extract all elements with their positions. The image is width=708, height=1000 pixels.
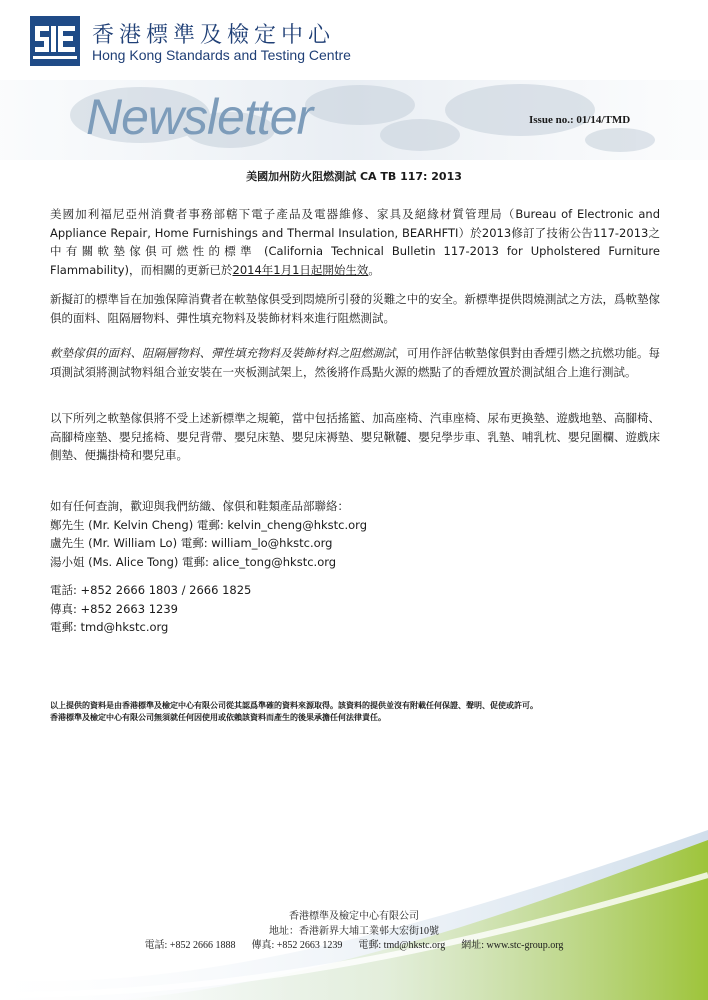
paragraph-1 [50, 205, 660, 279]
footer-address: 地址：香港新界大埔工業邨大宏街10號 [269, 925, 439, 937]
fax-line: 傳真: +852 2663 1239 [50, 601, 178, 616]
disclaimer-line: 以上提供的資料是由香港標準及檢定中心有限公司從其認爲準確的資料來源取得。該資料的提供並沒有附載任何保證、聲明、促使或許可。 [50, 701, 538, 710]
contact-intro: 如有任何查詢，歡迎與我們紡織、傢俱和鞋類產品部聯絡： [50, 499, 349, 513]
footer-email: 電郵: tmd@hkstc.org [358, 940, 446, 951]
paragraph-3-italic: 軟墊傢俱的面料、阻隔層物料、彈性填充物料及裝飾材料之阻燃測試 [50, 346, 396, 360]
issue-number: Issue no.: 01/14/TMD [529, 114, 631, 126]
department-contact [50, 581, 251, 637]
footer-website[interactable]: 網址: www.stc-group.org [461, 940, 564, 951]
paragraph-1-end: 。 [368, 262, 380, 277]
phone-line: 電話: +852 2666 1803 / 2666 1825 [50, 583, 252, 597]
paragraph-3 [50, 344, 660, 381]
paragraph-4: 以下所列之軟墊傢俱將不受上述新標準之規範，當中包括搖籃、加高座椅、汽車座椅、尿布更換墊、遊戲地墊、高腳椅、高腳椅座墊、嬰兒搖椅、嬰兒背帶、嬰兒床墊、嬰兒床褥墊、嬰兒鞦韆、嬰兒學步車、乳墊、哺乳枕、嬰兒圍欄、遊戲床側墊、便攜掛椅和嬰兒車。 [50, 411, 660, 462]
footer-contact-row [0, 939, 708, 954]
footer-company: 香港標準及檢定中心有限公司 [289, 911, 419, 922]
logo-mark [30, 16, 80, 66]
footer-swoosh [0, 780, 708, 1000]
contact-person: 盧先生 (Mr. William Lo) 電郵: william_lo@hkstc.org [50, 536, 333, 550]
org-name-en: Hong Kong Standards and Testing Centre [92, 47, 351, 63]
email-line: 電郵: tmd@hkstc.org [50, 620, 169, 634]
footer-fax: 傳真: +852 2663 1239 [251, 940, 343, 951]
contact-person: 湯小姐 (Ms. Alice Tong) 電郵: alice_tong@hkstc.org [50, 554, 337, 569]
paragraph-3-text: ，可用作評估軟墊傢俱對由香煙引燃之抗燃功能。每項測試須將測試物料組合並安裝在一夾板測試架上，然後將作爲點火源的燃點了的香煙放置於測試組合上進行測試。 [50, 346, 661, 379]
contact-block [50, 497, 367, 571]
contact-person: 鄭先生 (Mr. Kelvin Cheng) 電郵: kelvin_cheng@hkstc.org [50, 517, 368, 532]
article-title: 美國加州防火阻燃測試 CA TB 117: 2013 [246, 170, 462, 183]
footer [0, 910, 708, 954]
paragraph-1-text: 美國加利福尼亞州消費者事務部轄下電子產品及電器維修、家具及絕緣材質管理局（Bureau of Electronic and Appliance Repair, Home Furnishings and Thermal Insulation, BEARHFTI）於2013修訂了技術公告117-2013之中有關軟墊傢俱可燃性的標準 (California Technical Bulletin 117-2013 for Upholstered Furniture Flammability)，而相關的更新已於 [50, 207, 660, 277]
newsletter-title: Newsletter [86, 89, 313, 145]
disclaimer-line: 香港標準及檢定中心有限公司無須就任何因使用或依賴該資料而產生的後果承擔任何法律責任。 [50, 713, 386, 722]
paragraph-2: 新擬訂的標準旨在加強保障消費者在軟墊傢俱受到悶燒所引發的災難之中的安全。新標準提供悶燒測試之方法，爲軟墊傢俱的面料、阻隔層物料、彈性填充物料及裝飾材料來進行阻燃測試。 [50, 292, 660, 325]
footer-phone: 電話: +852 2666 1888 [144, 940, 236, 951]
org-name-zh: 香港標準及檢定中心 [92, 23, 336, 48]
stc-logo [30, 16, 80, 66]
disclaimer [50, 700, 660, 724]
logo-lettering: STC [49, 60, 61, 66]
effective-date: 2014年1月1日起開始生效 [232, 262, 369, 277]
